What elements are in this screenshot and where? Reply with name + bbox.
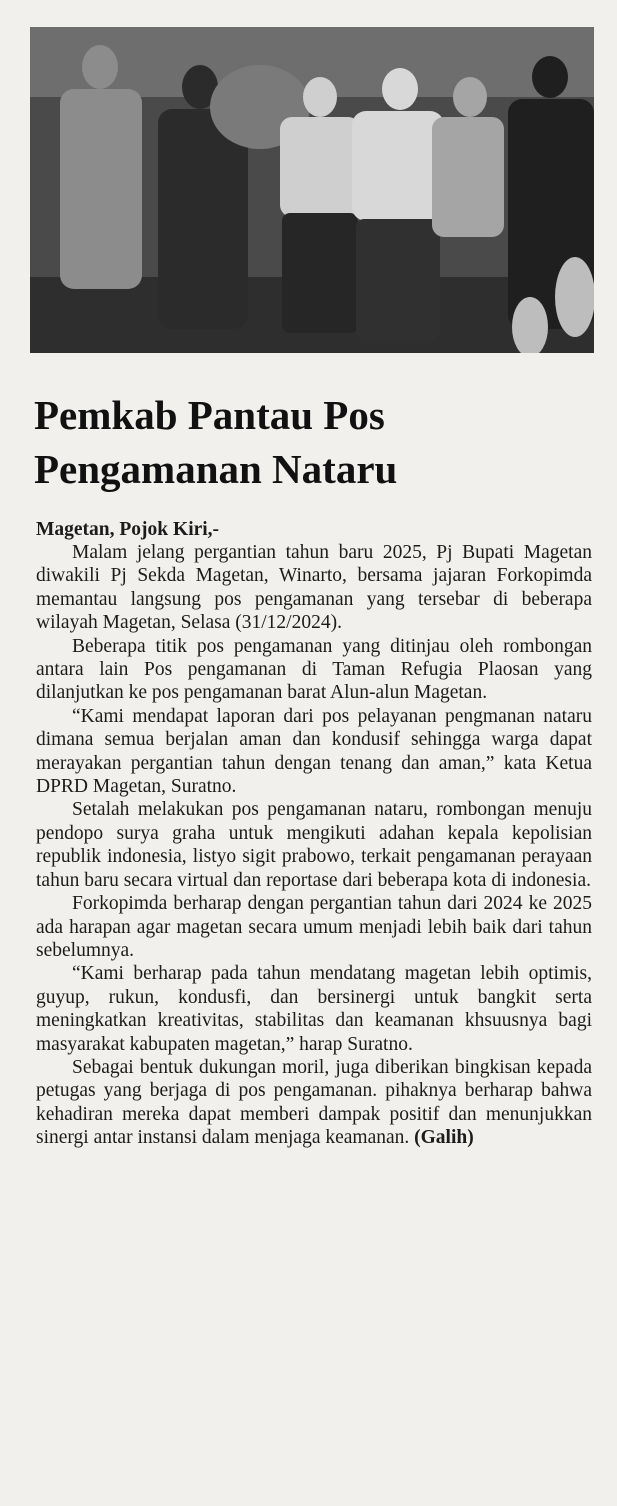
article-dateline: Magetan, Pojok Kiri,-: [36, 519, 220, 540]
paragraph: “Kami mendapat laporan dari pos pelayanan pengmanan nataru dimana semua berjalan aman dan kondusif sehingga warga dapat merayakan pergantian tahun dengan tenang dan aman,” kata Ketua DPRD Magetan, Suratno.: [36, 705, 592, 798]
paragraph: Beberapa titik pos pengamanan yang ditinjau oleh rombongan antara lain Pos pengamanan di Taman Refugia Plaosan yang dilanjutkan ke pos pengamanan barat Alun-alun Magetan.: [36, 635, 592, 704]
paragraph: Malam jelang pergantian tahun baru 2025, Pj Bupati Magetan diwakili Pj Sekda Magetan, Winarto, bersama jajaran Forkopimda memantau langsung pos pengamanan yang tersebar di beberapa wilayah Magetan, Selasa (31/12/2024).: [36, 542, 592, 634]
article-body: [36, 541, 592, 1150]
paragraph-text: Sebagai bentuk dukungan moril, juga diberikan bingkisan kepada petugas yang berjaga di pos pengamanan. pihaknya berharap bahwa kehadiran mereka dapat memberi dampak positif dan menunjukkan sinergi antar instansi dalam menjaga keamanan.: [36, 1056, 592, 1149]
article-headline: Pemkab Pantau Pos Pengamanan Nataru: [34, 392, 398, 492]
paragraph: Forkopimda berharap dengan pergantian tahun dari 2024 ke 2025 ada harapan agar magetan secara umum menjadi lebih baik dari tahun sebelumnya.: [36, 893, 592, 961]
photo-illustration: [30, 27, 594, 353]
paragraph: Setalah melakukan pos pengamanan nataru, rombongan menuju pendopo surya graha untuk mengikuti adahan kepala kepolisian republik indonesia, listyo sigit prabowo, terkait pengamanan perayaan tahun baru secara virtual dan reportase dari beberapa kota di indonesia.: [36, 799, 592, 891]
news-photo: [30, 27, 594, 353]
author-credit: (Galih): [414, 1127, 474, 1149]
paragraph: “Kami berharap pada tahun mendatang magetan lebih optimis, guyup, rukun, kondusfi, dan bersinergi untuk bangkit serta meningkatkan kreativitas, stabilitas dan keamanan khsuusnya bagi masyarakat kabupaten magetan,” harap Suratno.: [36, 963, 592, 1055]
paragraph-last: [36, 1056, 592, 1150]
